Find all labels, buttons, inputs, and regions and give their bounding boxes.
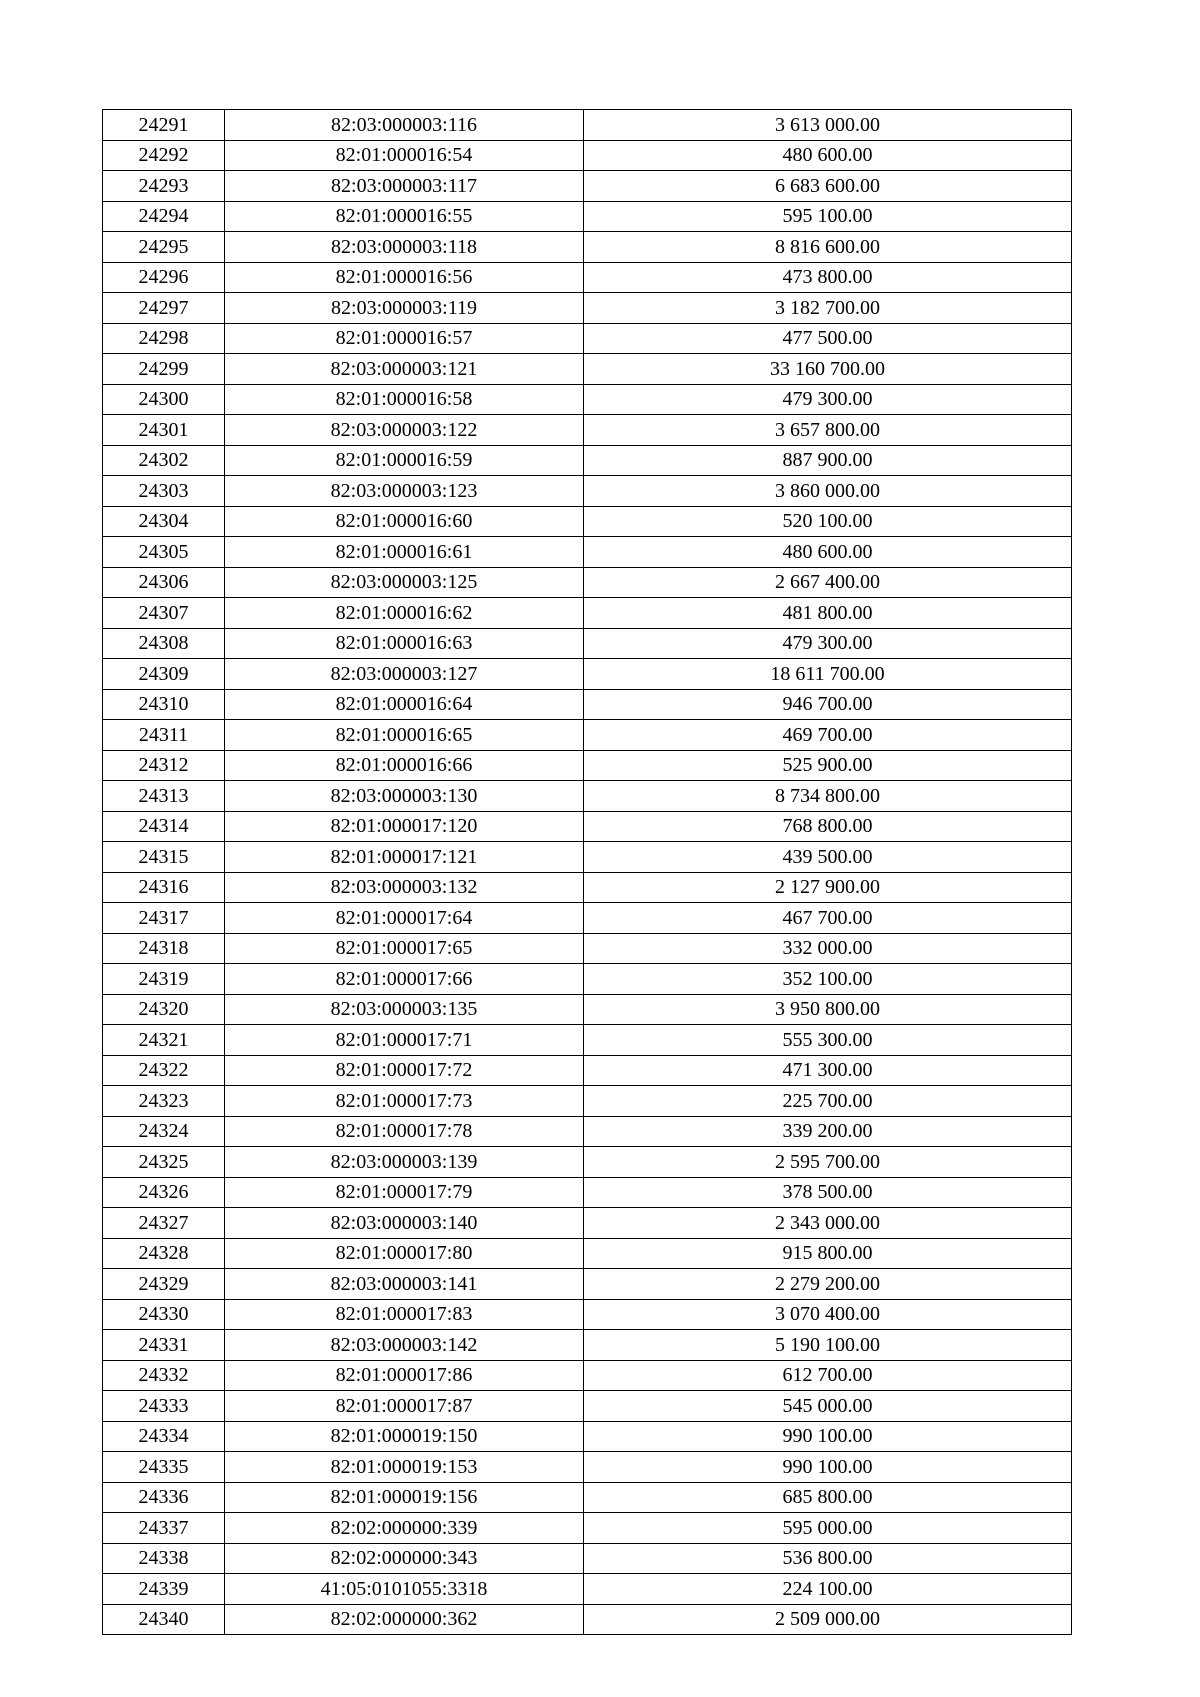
table-row — [103, 750, 1072, 781]
cadastral-number-cell: 82:03:000003:130 — [225, 781, 584, 812]
cadastral-number-cell: 82:03:000003:123 — [225, 476, 584, 507]
cadastral-number-cell: 82:01:000019:153 — [225, 1452, 584, 1483]
value-cell: 915 800.00 — [584, 1238, 1072, 1269]
value-cell: 467 700.00 — [584, 903, 1072, 934]
table-row — [103, 1604, 1072, 1635]
value-cell: 595 100.00 — [584, 201, 1072, 232]
row-number-cell: 24329 — [103, 1269, 225, 1300]
row-number-cell: 24330 — [103, 1299, 225, 1330]
value-cell: 473 800.00 — [584, 262, 1072, 293]
cadastral-number-cell: 82:01:000016:61 — [225, 537, 584, 568]
value-cell: 3 657 800.00 — [584, 415, 1072, 446]
value-cell: 612 700.00 — [584, 1360, 1072, 1391]
cadastral-number-cell: 82:03:000003:140 — [225, 1208, 584, 1239]
row-number-cell: 24297 — [103, 293, 225, 324]
table-row — [103, 1574, 1072, 1605]
table-row — [103, 1513, 1072, 1544]
cadastral-number-cell: 82:01:000019:156 — [225, 1482, 584, 1513]
table-row — [103, 1238, 1072, 1269]
value-cell: 332 000.00 — [584, 933, 1072, 964]
row-number-cell: 24300 — [103, 384, 225, 415]
value-cell: 469 700.00 — [584, 720, 1072, 751]
table-body — [103, 110, 1072, 1635]
value-cell: 477 500.00 — [584, 323, 1072, 354]
row-number-cell: 24295 — [103, 232, 225, 263]
cadastral-number-cell: 82:01:000016:54 — [225, 140, 584, 171]
value-cell: 439 500.00 — [584, 842, 1072, 873]
cadastral-number-cell: 82:01:000017:87 — [225, 1391, 584, 1422]
row-number-cell: 24293 — [103, 171, 225, 202]
cadastral-number-cell: 82:01:000017:78 — [225, 1116, 584, 1147]
table-row — [103, 1177, 1072, 1208]
row-number-cell: 24334 — [103, 1421, 225, 1452]
cadastral-number-cell: 82:01:000016:62 — [225, 598, 584, 629]
table-row — [103, 171, 1072, 202]
row-number-cell: 24332 — [103, 1360, 225, 1391]
table-row — [103, 628, 1072, 659]
cadastral-number-cell: 82:01:000017:83 — [225, 1299, 584, 1330]
table-row — [103, 262, 1072, 293]
table-row — [103, 964, 1072, 995]
value-cell: 3 950 800.00 — [584, 994, 1072, 1025]
value-cell: 3 613 000.00 — [584, 110, 1072, 141]
value-cell: 18 611 700.00 — [584, 659, 1072, 690]
data-table — [102, 109, 1072, 1635]
table-row — [103, 1116, 1072, 1147]
row-number-cell: 24322 — [103, 1055, 225, 1086]
table-row — [103, 1208, 1072, 1239]
value-cell: 685 800.00 — [584, 1482, 1072, 1513]
row-number-cell: 24319 — [103, 964, 225, 995]
table-row — [103, 1360, 1072, 1391]
cadastral-number-cell: 82:03:000003:127 — [225, 659, 584, 690]
table-row — [103, 994, 1072, 1025]
cadastral-number-cell: 82:02:000000:362 — [225, 1604, 584, 1635]
row-number-cell: 24327 — [103, 1208, 225, 1239]
table-row — [103, 1543, 1072, 1574]
value-cell: 595 000.00 — [584, 1513, 1072, 1544]
value-cell: 471 300.00 — [584, 1055, 1072, 1086]
row-number-cell: 24312 — [103, 750, 225, 781]
row-number-cell: 24328 — [103, 1238, 225, 1269]
cadastral-number-cell: 82:01:000016:56 — [225, 262, 584, 293]
value-cell: 2 595 700.00 — [584, 1147, 1072, 1178]
table-row — [103, 1452, 1072, 1483]
table-row — [103, 1482, 1072, 1513]
value-cell: 224 100.00 — [584, 1574, 1072, 1605]
value-cell: 8 816 600.00 — [584, 232, 1072, 263]
value-cell: 33 160 700.00 — [584, 354, 1072, 385]
cadastral-number-cell: 82:03:000003:125 — [225, 567, 584, 598]
value-cell: 479 300.00 — [584, 628, 1072, 659]
cadastral-number-cell: 82:01:000017:80 — [225, 1238, 584, 1269]
value-cell: 2 509 000.00 — [584, 1604, 1072, 1635]
table-row — [103, 1330, 1072, 1361]
cadastral-number-cell: 82:01:000017:121 — [225, 842, 584, 873]
row-number-cell: 24315 — [103, 842, 225, 873]
table-row — [103, 842, 1072, 873]
row-number-cell: 24311 — [103, 720, 225, 751]
row-number-cell: 24309 — [103, 659, 225, 690]
row-number-cell: 24317 — [103, 903, 225, 934]
row-number-cell: 24294 — [103, 201, 225, 232]
value-cell: 480 600.00 — [584, 537, 1072, 568]
row-number-cell: 24320 — [103, 994, 225, 1025]
cadastral-number-cell: 82:01:000017:86 — [225, 1360, 584, 1391]
cadastral-number-cell: 82:01:000016:55 — [225, 201, 584, 232]
cadastral-number-cell: 82:03:000003:116 — [225, 110, 584, 141]
row-number-cell: 24303 — [103, 476, 225, 507]
value-cell: 225 700.00 — [584, 1086, 1072, 1117]
row-number-cell: 24307 — [103, 598, 225, 629]
row-number-cell: 24339 — [103, 1574, 225, 1605]
value-cell: 481 800.00 — [584, 598, 1072, 629]
row-number-cell: 24337 — [103, 1513, 225, 1544]
cadastral-number-cell: 82:03:000003:119 — [225, 293, 584, 324]
cadastral-number-cell: 82:01:000017:73 — [225, 1086, 584, 1117]
value-cell: 768 800.00 — [584, 811, 1072, 842]
row-number-cell: 24306 — [103, 567, 225, 598]
table-row — [103, 384, 1072, 415]
cadastral-number-cell: 82:01:000016:59 — [225, 445, 584, 476]
value-cell: 479 300.00 — [584, 384, 1072, 415]
value-cell: 536 800.00 — [584, 1543, 1072, 1574]
row-number-cell: 24314 — [103, 811, 225, 842]
row-number-cell: 24302 — [103, 445, 225, 476]
value-cell: 990 100.00 — [584, 1421, 1072, 1452]
table-row — [103, 781, 1072, 812]
cadastral-number-cell: 82:03:000003:132 — [225, 872, 584, 903]
value-cell: 946 700.00 — [584, 689, 1072, 720]
value-cell: 2 667 400.00 — [584, 567, 1072, 598]
row-number-cell: 24338 — [103, 1543, 225, 1574]
row-number-cell: 24318 — [103, 933, 225, 964]
table-row — [103, 1055, 1072, 1086]
cadastral-number-cell: 82:01:000016:63 — [225, 628, 584, 659]
table-row — [103, 1299, 1072, 1330]
table-row — [103, 567, 1072, 598]
cadastral-number-cell: 41:05:0101055:3318 — [225, 1574, 584, 1605]
table-row — [103, 232, 1072, 263]
table-row — [103, 1269, 1072, 1300]
table-row — [103, 933, 1072, 964]
row-number-cell: 24335 — [103, 1452, 225, 1483]
cadastral-number-cell: 82:01:000016:60 — [225, 506, 584, 537]
table-row — [103, 1086, 1072, 1117]
table-row — [103, 903, 1072, 934]
table-row — [103, 1025, 1072, 1056]
value-cell: 990 100.00 — [584, 1452, 1072, 1483]
value-cell: 525 900.00 — [584, 750, 1072, 781]
value-cell: 887 900.00 — [584, 445, 1072, 476]
table-row — [103, 293, 1072, 324]
table-row — [103, 537, 1072, 568]
row-number-cell: 24298 — [103, 323, 225, 354]
value-cell: 3 070 400.00 — [584, 1299, 1072, 1330]
value-cell: 545 000.00 — [584, 1391, 1072, 1422]
value-cell: 2 343 000.00 — [584, 1208, 1072, 1239]
cadastral-number-cell: 82:01:000017:120 — [225, 811, 584, 842]
cadastral-number-cell: 82:03:000003:135 — [225, 994, 584, 1025]
value-cell: 2 127 900.00 — [584, 872, 1072, 903]
cadastral-number-cell: 82:01:000017:65 — [225, 933, 584, 964]
cadastral-number-cell: 82:01:000017:72 — [225, 1055, 584, 1086]
value-cell: 5 190 100.00 — [584, 1330, 1072, 1361]
table-row — [103, 201, 1072, 232]
row-number-cell: 24325 — [103, 1147, 225, 1178]
value-cell: 339 200.00 — [584, 1116, 1072, 1147]
row-number-cell: 24291 — [103, 110, 225, 141]
row-number-cell: 24340 — [103, 1604, 225, 1635]
row-number-cell: 24301 — [103, 415, 225, 446]
row-number-cell: 24333 — [103, 1391, 225, 1422]
cadastral-number-cell: 82:01:000017:71 — [225, 1025, 584, 1056]
row-number-cell: 24310 — [103, 689, 225, 720]
value-cell: 6 683 600.00 — [584, 171, 1072, 202]
row-number-cell: 24321 — [103, 1025, 225, 1056]
cadastral-number-cell: 82:03:000003:117 — [225, 171, 584, 202]
cadastral-number-cell: 82:02:000000:339 — [225, 1513, 584, 1544]
table-row — [103, 415, 1072, 446]
table-row — [103, 1147, 1072, 1178]
table-row — [103, 323, 1072, 354]
row-number-cell: 24299 — [103, 354, 225, 385]
table-row — [103, 720, 1072, 751]
table-row — [103, 811, 1072, 842]
value-cell: 480 600.00 — [584, 140, 1072, 171]
cadastral-number-cell: 82:03:000003:118 — [225, 232, 584, 263]
row-number-cell: 24305 — [103, 537, 225, 568]
row-number-cell: 24304 — [103, 506, 225, 537]
table-row — [103, 689, 1072, 720]
row-number-cell: 24292 — [103, 140, 225, 171]
cadastral-number-cell: 82:01:000017:79 — [225, 1177, 584, 1208]
cadastral-number-cell: 82:03:000003:122 — [225, 415, 584, 446]
value-cell: 555 300.00 — [584, 1025, 1072, 1056]
cadastral-number-cell: 82:03:000003:121 — [225, 354, 584, 385]
table-row — [103, 1391, 1072, 1422]
cadastral-number-cell: 82:01:000017:64 — [225, 903, 584, 934]
value-cell: 2 279 200.00 — [584, 1269, 1072, 1300]
cadastral-number-cell: 82:01:000016:64 — [225, 689, 584, 720]
row-number-cell: 24308 — [103, 628, 225, 659]
row-number-cell: 24336 — [103, 1482, 225, 1513]
row-number-cell: 24323 — [103, 1086, 225, 1117]
cadastral-number-cell: 82:01:000016:58 — [225, 384, 584, 415]
cadastral-number-cell: 82:03:000003:141 — [225, 1269, 584, 1300]
cadastral-number-cell: 82:03:000003:139 — [225, 1147, 584, 1178]
table-row — [103, 445, 1072, 476]
cadastral-number-cell: 82:01:000016:57 — [225, 323, 584, 354]
cadastral-number-cell: 82:03:000003:142 — [225, 1330, 584, 1361]
table-row — [103, 110, 1072, 141]
cadastral-number-cell: 82:01:000017:66 — [225, 964, 584, 995]
row-number-cell: 24316 — [103, 872, 225, 903]
cadastral-number-cell: 82:01:000016:65 — [225, 720, 584, 751]
value-cell: 8 734 800.00 — [584, 781, 1072, 812]
table-row — [103, 506, 1072, 537]
table-row — [103, 872, 1072, 903]
table-row — [103, 140, 1072, 171]
table-row — [103, 659, 1072, 690]
table-row — [103, 1421, 1072, 1452]
value-cell: 3 860 000.00 — [584, 476, 1072, 507]
value-cell: 378 500.00 — [584, 1177, 1072, 1208]
cadastral-number-cell: 82:02:000000:343 — [225, 1543, 584, 1574]
row-number-cell: 24324 — [103, 1116, 225, 1147]
table-row — [103, 598, 1072, 629]
value-cell: 352 100.00 — [584, 964, 1072, 995]
row-number-cell: 24331 — [103, 1330, 225, 1361]
value-cell: 3 182 700.00 — [584, 293, 1072, 324]
cadastral-number-cell: 82:01:000016:66 — [225, 750, 584, 781]
cadastral-number-cell: 82:01:000019:150 — [225, 1421, 584, 1452]
row-number-cell: 24326 — [103, 1177, 225, 1208]
value-cell: 520 100.00 — [584, 506, 1072, 537]
row-number-cell: 24313 — [103, 781, 225, 812]
table-row — [103, 354, 1072, 385]
row-number-cell: 24296 — [103, 262, 225, 293]
table-row — [103, 476, 1072, 507]
